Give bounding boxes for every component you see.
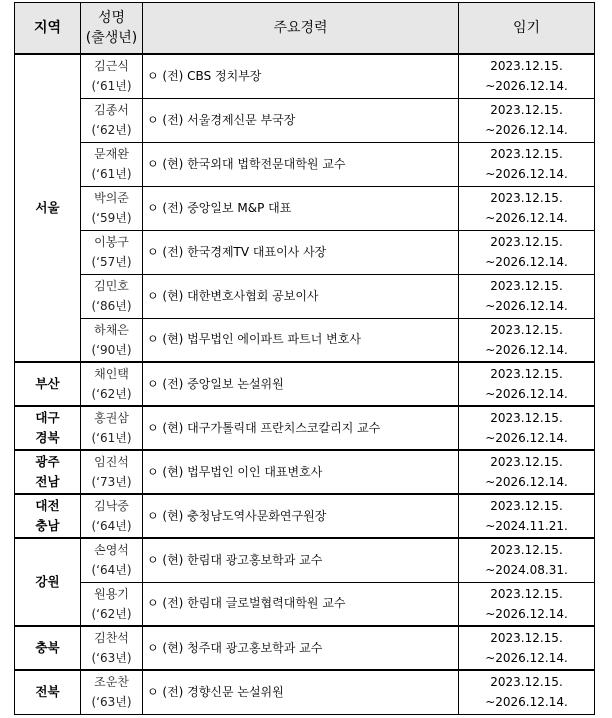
table-row: [15, 450, 595, 494]
term-cell: [459, 538, 595, 582]
name-cell: [81, 54, 143, 98]
term-end: ~2026.12.14.: [485, 167, 568, 181]
career-cell: ㅇ (전) 한국경제TV 대표이사 사장: [143, 230, 459, 274]
member-name: 김찬석: [94, 631, 129, 645]
region-cell: [15, 406, 81, 450]
term-cell: [459, 406, 595, 450]
header-name-line2: (출생년): [85, 30, 138, 46]
member-name: 김근식: [94, 59, 129, 74]
header-name-line1: 성명: [97, 10, 126, 26]
member-birth-year: (‘61년): [91, 167, 132, 181]
term-start: 2023.12.15.: [490, 279, 563, 293]
region-label: 부산: [35, 376, 60, 391]
career-cell: ㅇ (현) 법무법인 이인 대표변호사: [143, 450, 459, 494]
header-name: [81, 3, 143, 55]
career-cell: ㅇ (전) 중앙일보 M&P 대표: [143, 186, 459, 230]
term-start: 2023.12.15.: [490, 322, 563, 337]
member-name: 채인택: [94, 367, 129, 381]
member-birth-year: (‘73년): [91, 475, 132, 489]
name-cell: [81, 142, 143, 186]
name-cell: [81, 450, 143, 494]
member-name: 임진석: [94, 455, 129, 469]
career-cell: ㅇ (전) CBS 정치부장: [143, 54, 459, 98]
term-start: 2023.12.15.: [490, 235, 563, 249]
member-name: 김민호: [94, 279, 129, 293]
term-start: 2023.12.15.: [490, 147, 563, 161]
table-row: [15, 186, 595, 230]
term-end: ~2026.12.14.: [485, 695, 568, 710]
term-end: ~2026.12.14.: [485, 123, 568, 137]
career-cell: ㅇ (현) 한림대 광고홍보학과 교수: [143, 538, 459, 582]
name-cell: [81, 626, 143, 670]
member-birth-year: (‘61년): [91, 431, 132, 445]
name-cell: [81, 186, 143, 230]
table-row: [15, 670, 595, 714]
name-cell: [81, 494, 143, 538]
career-cell: ㅇ (현) 대한변호사협회 공보이사: [143, 274, 459, 318]
member-birth-year: (‘63년): [91, 651, 132, 665]
region-label: 광주: [35, 454, 60, 469]
term-start: 2023.12.15.: [490, 499, 563, 513]
member-name: 원용기: [94, 586, 129, 601]
term-end: ~2026.12.14.: [485, 431, 568, 445]
table-row: [15, 54, 595, 98]
table-row: [15, 362, 595, 406]
region-label: 경북: [35, 430, 60, 445]
career-cell: ㅇ (현) 한국외대 법학전문대학원 교수: [143, 142, 459, 186]
name-cell: [81, 406, 143, 450]
region-label: 전남: [35, 474, 60, 489]
term-cell: [459, 670, 595, 714]
region-cell: [15, 670, 81, 714]
table-row: [15, 626, 595, 670]
term-start: 2023.12.15.: [490, 367, 563, 381]
table-row: [15, 494, 595, 538]
term-start: 2023.12.15.: [490, 191, 563, 205]
region-label: 충남: [35, 518, 60, 533]
member-birth-year: (‘61년): [91, 79, 132, 94]
term-start: 2023.12.15.: [490, 103, 563, 117]
career-cell: ㅇ (현) 충청남도역사문화연구원장: [143, 494, 459, 538]
term-cell: [459, 450, 595, 494]
term-start: 2023.12.15.: [490, 59, 563, 74]
member-birth-year: (‘90년): [91, 342, 132, 357]
table-row: [15, 98, 595, 142]
table-row: [15, 538, 595, 582]
table-body: [15, 54, 595, 714]
term-start: 2023.12.15.: [490, 675, 563, 690]
table-row: [15, 582, 595, 626]
term-cell: [459, 54, 595, 98]
member-birth-year: (‘86년): [91, 299, 132, 313]
career-cell: ㅇ (전) 중앙일보 논설위원: [143, 362, 459, 406]
member-birth-year: (‘59년): [91, 211, 132, 225]
region-cell: [15, 626, 81, 670]
career-cell: ㅇ (전) 한림대 글로벌협력대학원 교수: [143, 582, 459, 626]
term-cell: [459, 186, 595, 230]
term-cell: [459, 142, 595, 186]
table-row: [15, 406, 595, 450]
term-cell: [459, 318, 595, 362]
header-region: 지역: [15, 3, 81, 55]
term-cell: [459, 98, 595, 142]
career-cell: ㅇ (현) 청주대 광고홍보학과 교수: [143, 626, 459, 670]
term-end: ~2026.12.14.: [485, 475, 568, 489]
term-end: ~2026.12.14.: [485, 299, 568, 313]
term-start: 2023.12.15.: [490, 455, 563, 469]
region-label: 서울: [35, 200, 60, 215]
career-cell: ㅇ (현) 대구가톨릭대 프란치스코칼리지 교수: [143, 406, 459, 450]
term-start: 2023.12.15.: [490, 411, 563, 425]
table-header: [15, 3, 595, 55]
member-name: 이봉구: [94, 235, 129, 249]
members-table: [14, 2, 595, 715]
name-cell: [81, 318, 143, 362]
member-name: 김낙중: [94, 499, 129, 513]
region-label: 충북: [35, 640, 60, 655]
member-birth-year: (‘64년): [91, 563, 132, 578]
name-cell: [81, 98, 143, 142]
term-end: ~2026.12.14.: [485, 211, 568, 225]
term-cell: [459, 626, 595, 670]
member-birth-year: (‘63년): [91, 695, 132, 710]
table-row: [15, 230, 595, 274]
term-end: ~2026.12.14.: [485, 606, 568, 621]
member-name: 박의준: [94, 191, 129, 205]
name-cell: [81, 230, 143, 274]
term-end: ~2026.12.14.: [485, 79, 568, 94]
name-cell: [81, 274, 143, 318]
member-name: 문재완: [94, 147, 129, 161]
region-label: 전북: [35, 684, 60, 700]
member-birth-year: (‘62년): [91, 606, 132, 621]
career-cell: ㅇ (전) 서울경제신문 부국장: [143, 98, 459, 142]
term-cell: [459, 230, 595, 274]
region-cell: [15, 54, 81, 362]
term-cell: [459, 494, 595, 538]
member-birth-year: (‘64년): [91, 519, 132, 533]
term-end: ~2026.12.14.: [485, 651, 568, 665]
term-cell: [459, 274, 595, 318]
region-cell: [15, 450, 81, 494]
term-end: ~2026.12.14.: [485, 387, 568, 401]
term-end: ~2024.11.21.: [485, 519, 568, 533]
region-label: 강원: [35, 574, 60, 589]
term-start: 2023.12.15.: [490, 586, 563, 601]
member-name: 하채은: [94, 322, 129, 337]
member-birth-year: (‘57년): [91, 255, 132, 269]
region-cell: [15, 538, 81, 626]
region-cell: [15, 362, 81, 406]
table-row: [15, 318, 595, 362]
region-cell: [15, 494, 81, 538]
name-cell: [81, 582, 143, 626]
region-label: 대구: [35, 410, 60, 425]
region-label: 대전: [35, 498, 60, 513]
name-cell: [81, 362, 143, 406]
member-name: 조운찬: [94, 675, 129, 690]
member-birth-year: (‘62년): [91, 387, 132, 401]
career-cell: ㅇ (전) 경향신문 논설위원: [143, 670, 459, 714]
table-row: [15, 142, 595, 186]
career-cell: ㅇ (현) 법무법인 에이파트 파트너 변호사: [143, 318, 459, 362]
term-cell: [459, 362, 595, 406]
member-name: 홍권삼: [94, 411, 129, 425]
term-cell: [459, 582, 595, 626]
member-name: 김종서: [94, 103, 129, 117]
member-birth-year: (‘62년): [91, 123, 132, 137]
term-start: 2023.12.15.: [490, 631, 563, 645]
name-cell: [81, 538, 143, 582]
term-end: ~2026.12.14.: [485, 342, 568, 357]
header-career: 주요경력: [143, 3, 459, 55]
term-end: ~2026.12.14.: [485, 255, 568, 269]
term-end: ~2024.08.31.: [485, 563, 568, 578]
table-row: [15, 274, 595, 318]
term-start: 2023.12.15.: [490, 543, 563, 558]
name-cell: [81, 670, 143, 714]
members-table-container: [14, 2, 594, 715]
member-name: 손영석: [94, 543, 129, 558]
header-term: 임기: [459, 3, 595, 55]
